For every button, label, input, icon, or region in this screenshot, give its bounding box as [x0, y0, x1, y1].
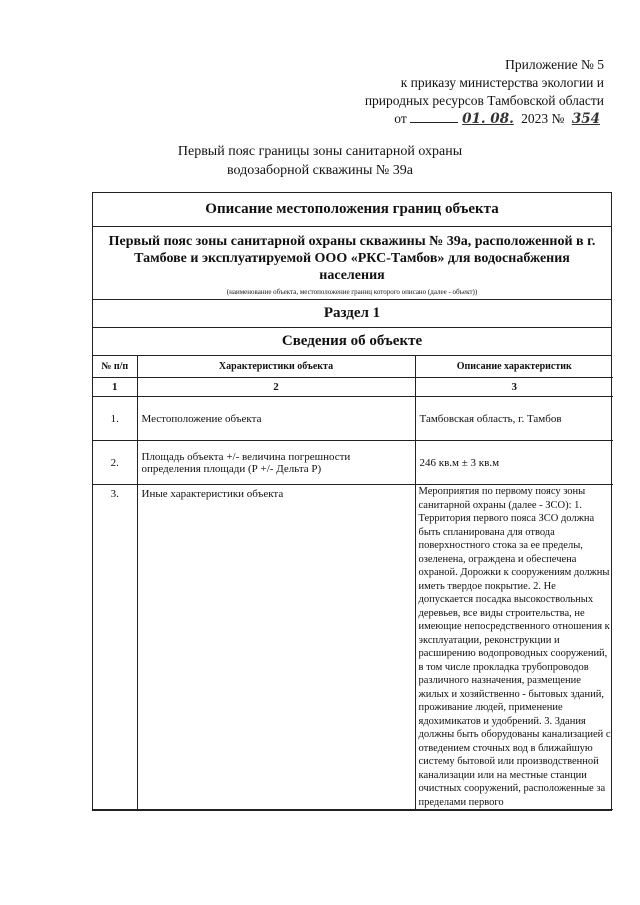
row-characteristic: Иные характеристики объекта	[137, 485, 415, 810]
column-number: 2	[137, 378, 415, 397]
column-number: 1	[93, 378, 137, 397]
appendix-line-2: к приказу министерства экологии и	[400, 75, 604, 90]
date-blank	[410, 122, 458, 123]
header-description: Описание характеристик	[415, 356, 613, 378]
appendix-year: 2023 №	[521, 111, 565, 126]
row-number: 3.	[93, 485, 137, 810]
appendix-date-line	[344, 110, 604, 128]
frame-heading: Описание местоположения границ объекта	[93, 193, 611, 227]
appendix-line-1: Приложение № 5	[505, 57, 604, 72]
title-line-2: водозаборной скважины № 39а	[227, 163, 413, 178]
title-line-1: Первый пояс границы зоны санитарной охраны	[177, 144, 463, 159]
table-header-row	[93, 356, 613, 378]
handwritten-number: 354	[571, 111, 600, 127]
row-characteristic: Местоположение объекта	[137, 397, 415, 441]
header-characteristic: Характеристики объекта	[137, 356, 415, 378]
appendix-from-label: от	[394, 111, 407, 126]
appendix-line-3: природных ресурсов Тамбовской области	[364, 93, 604, 108]
table-row	[93, 485, 613, 810]
object-name: Первый пояс зоны санитарной охраны скважины № 39а, расположенной в г. Тамбове и эксплуатируемой ООО «РКС-Тамбов» для водоснабжения населения	[108, 234, 596, 283]
table-row	[93, 397, 613, 441]
table-row	[93, 441, 613, 485]
row-number: 1.	[93, 397, 137, 441]
document-title	[0, 142, 640, 180]
row-number: 2.	[93, 441, 137, 485]
row-description: Тамбовская область, г. Тамбов	[415, 397, 613, 441]
appendix-block	[344, 56, 604, 128]
column-number: 3	[415, 378, 613, 397]
row-characteristic: Площадь объекта +/- величина погрешности определения площади (Р +/- Дельта Р)	[137, 441, 415, 485]
object-name-note: (наименование объекта, местоположение границ которого описано (далее - объект))	[93, 287, 611, 300]
header-num: № п/п	[93, 356, 137, 378]
description-frame	[92, 192, 612, 811]
column-number-row	[93, 378, 613, 397]
row-description: 246 кв.м ± 3 кв.м	[415, 441, 613, 485]
section-subtitle: Сведения об объекте	[93, 328, 611, 356]
row-description: Мероприятия по первому поясу зоны санитарной охраны (далее - ЗСО): 1. Территория первого пояса ЗСО должна быть спланирована для отвода поверхностного стока за ее пределы, озеленена, ограждена и обеспечена охраной. Дорожки к сооружениям должны иметь твердое покрытие. 2. Не допускается посадка высокоствольных деревьев, все виды строительства, не имеющие непосредственного отношения к эксплуатации, реконструкции и расширению водопроводных сооружений, в том числе прокладка трубопроводов различного назначения, размещение жилых и хозяйственно - бытовых зданий, проживание людей, применение ядохимикатов и удобрений. 3. Здания должны быть оборудованы канализацией с отведением сточных вод в ближайшую систему бытовой или производственной канализации или на местные станции очистных сооружений, расположенные за пределами первого	[415, 485, 613, 810]
characteristics-table	[93, 356, 613, 810]
section-title: Раздел 1	[93, 300, 611, 328]
handwritten-date: 01. 08.	[462, 111, 514, 127]
